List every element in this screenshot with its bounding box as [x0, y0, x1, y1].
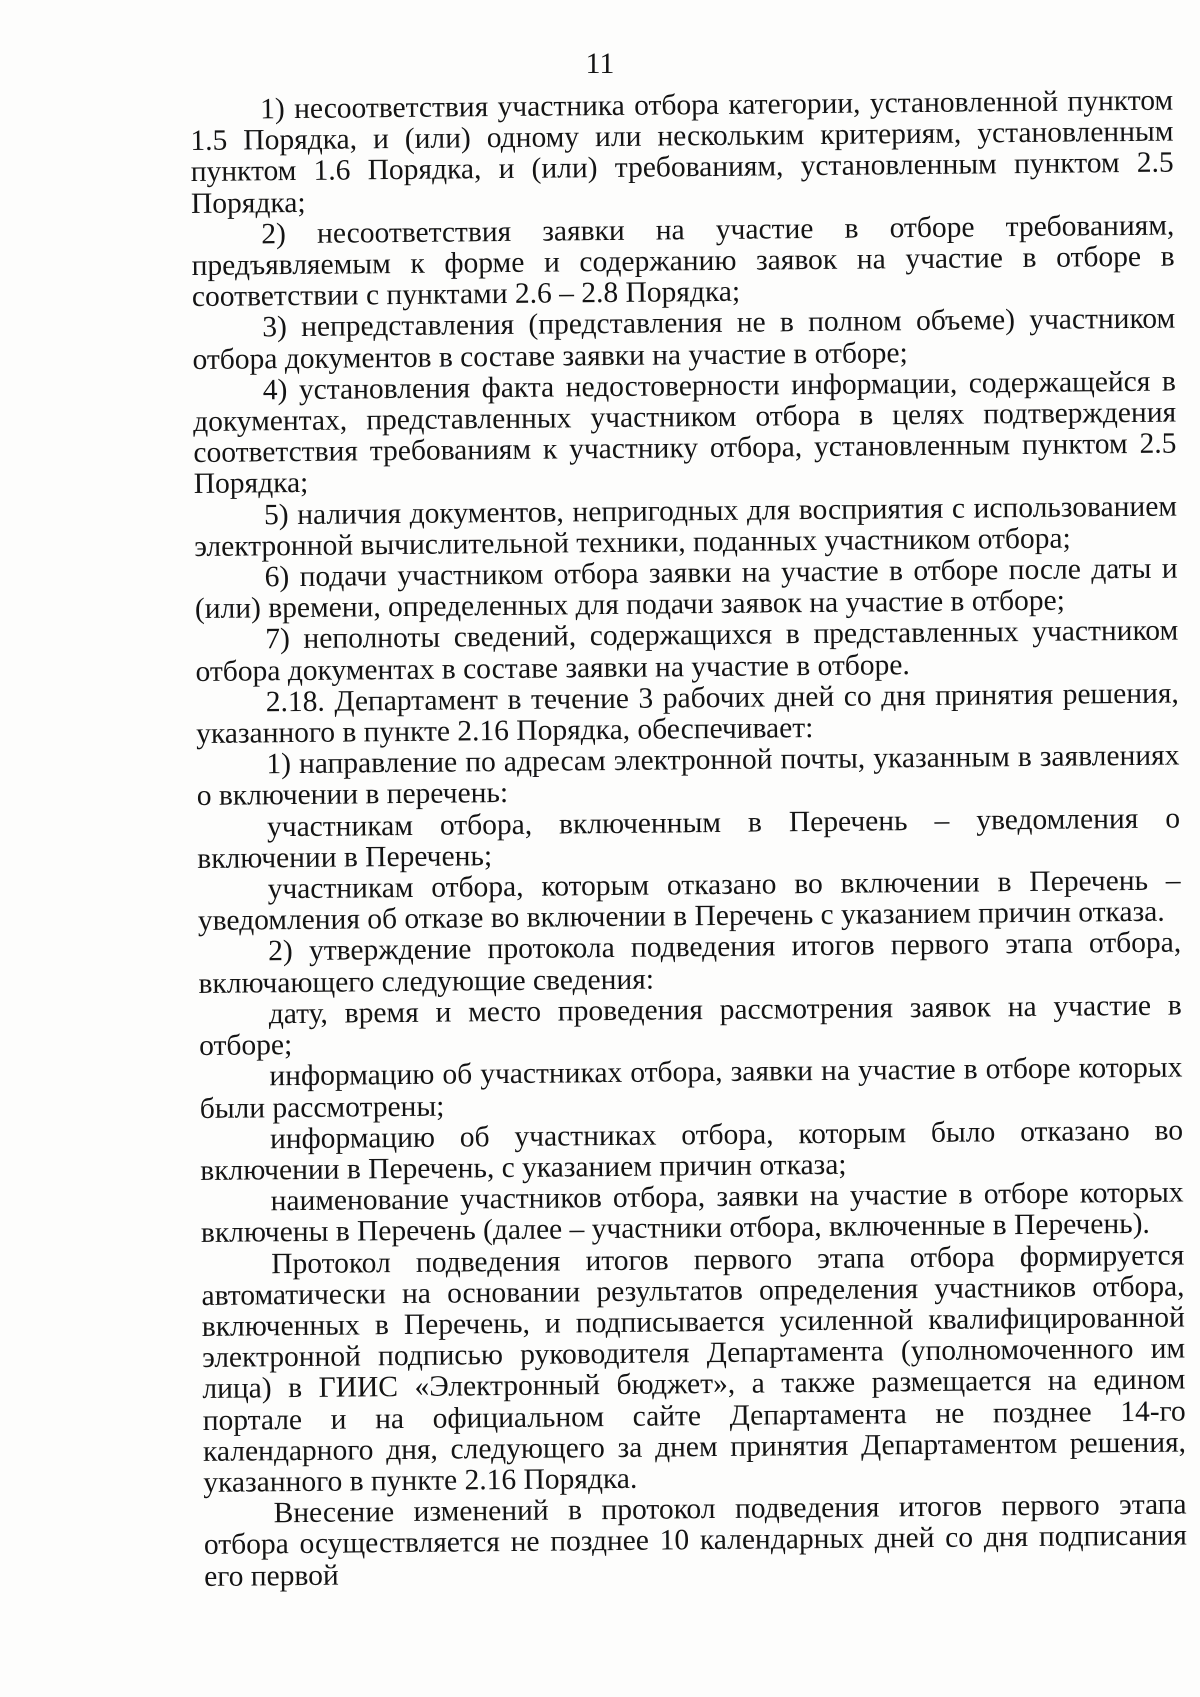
paragraph-protocol-reviewed-participants: информацию об участниках отбора, заявки на участие в отборе которых были рассмотрены;: [199, 1051, 1183, 1125]
paragraph-email-notification: 1) направление по адресам электронной почты, указанным в заявлениях о включении в перечень:: [196, 739, 1180, 813]
paragraph-protocol-included-participants: наименование участников отбора, заявки на участие в отборе которых включены в Перечень (далее – участники отбора, включенные в Перечень).: [200, 1176, 1184, 1250]
paragraph-item-1-category-mismatch: 1) несоответствия участника отбора категории, установленной пунктом 1.5 Порядка, и (или) одному или нескольким критериям, установленным пунктом 1.6 Порядка, и (или) требованиям, установленным пунктом 2.5 Порядка;: [190, 84, 1174, 220]
paragraph-protocol-approval: 2) утверждение протокола подведения итогов первого этапа отбора, включающего следующие сведения:: [198, 927, 1182, 1000]
paragraph-notice-refused: участникам отбора, которым отказано во включении в Перечень – уведомления об отказе во включении в Перечень с указанием причин отказа.: [197, 864, 1181, 938]
paragraph-notice-included: участникам отбора, включенным в Перечень – уведомления о включении в Перечень;: [197, 802, 1181, 875]
paragraph-protocol-date-time-place: дату, время и место проведения рассмотрения заявок на участие в отборе;: [198, 989, 1182, 1063]
paragraph-item-7-incomplete-information: 7) неполноты сведений, содержащихся в представленных участником отбора документах в составе заявки на участие в отборе.: [195, 614, 1179, 688]
paragraph-protocol-refused-participants: информацию об участниках отбора, которым было отказано во включении в Перечень, с указанием причин отказа;: [200, 1114, 1184, 1187]
paragraph-item-3-documents-not-submitted: 3) непредставления (представления не в полном объеме) участником отбора документов в составе заявки на участие в отборе;: [192, 302, 1176, 376]
paragraph-item-4-unreliable-information: 4) установления факта недостоверности информации, содержащейся в документах, представленных участником отбора в целях подтверждения соответствия требованиям к участнику отбора, установленным пунктом 2.5 Порядка;: [192, 365, 1177, 501]
document-body: [190, 86, 1187, 1593]
page-number: 11: [585, 47, 615, 80]
paragraph-item-5-unreadable-documents: 5) наличия документов, непригодных для восприятия с использованием электронной вычислительной техники, поданных участником отбора;: [194, 490, 1178, 563]
paragraph-protocol-amendments: Внесение изменений в протокол подведения итогов первого этапа отбора осуществляется не позднее 10 календарных дней со дня подписания его первой: [203, 1488, 1188, 1593]
paragraph-item-2-application-form-mismatch: 2) несоответствия заявки на участие в отборе требованиям, предъявляемым к форме и содержанию заявок на участие в отборе в соответствии с пунктами 2.6 – 2.8 Порядка;: [191, 209, 1175, 314]
paragraph-protocol-generation: Протокол подведения итогов первого этапа отбора формируется автоматически на основании результатов определения участников отбора, включенных в Перечень, и подписывается усиленной квалифицированной электронной подписью руководителя Департамента (уполномоченного им лица) в ГИИС «Электронный бюджет», а также размещается на едином портале и на официальном сайте Департамента не позднее 14-го календарного дня, следующего за днем принятия Департаментом решения, указанного в пункте 2.16 Порядка.: [201, 1239, 1187, 1499]
paragraph-section-2-18: 2.18. Департамент в течение 3 рабочих дней со дня принятия решения, указанного в пункте 2.16 Порядка, обеспечивает:: [195, 677, 1179, 751]
paragraph-item-6-late-submission: 6) подачи участником отбора заявки на участие в отборе после даты и (или) времени, определенных для подачи заявок на участие в отборе;: [194, 552, 1178, 626]
